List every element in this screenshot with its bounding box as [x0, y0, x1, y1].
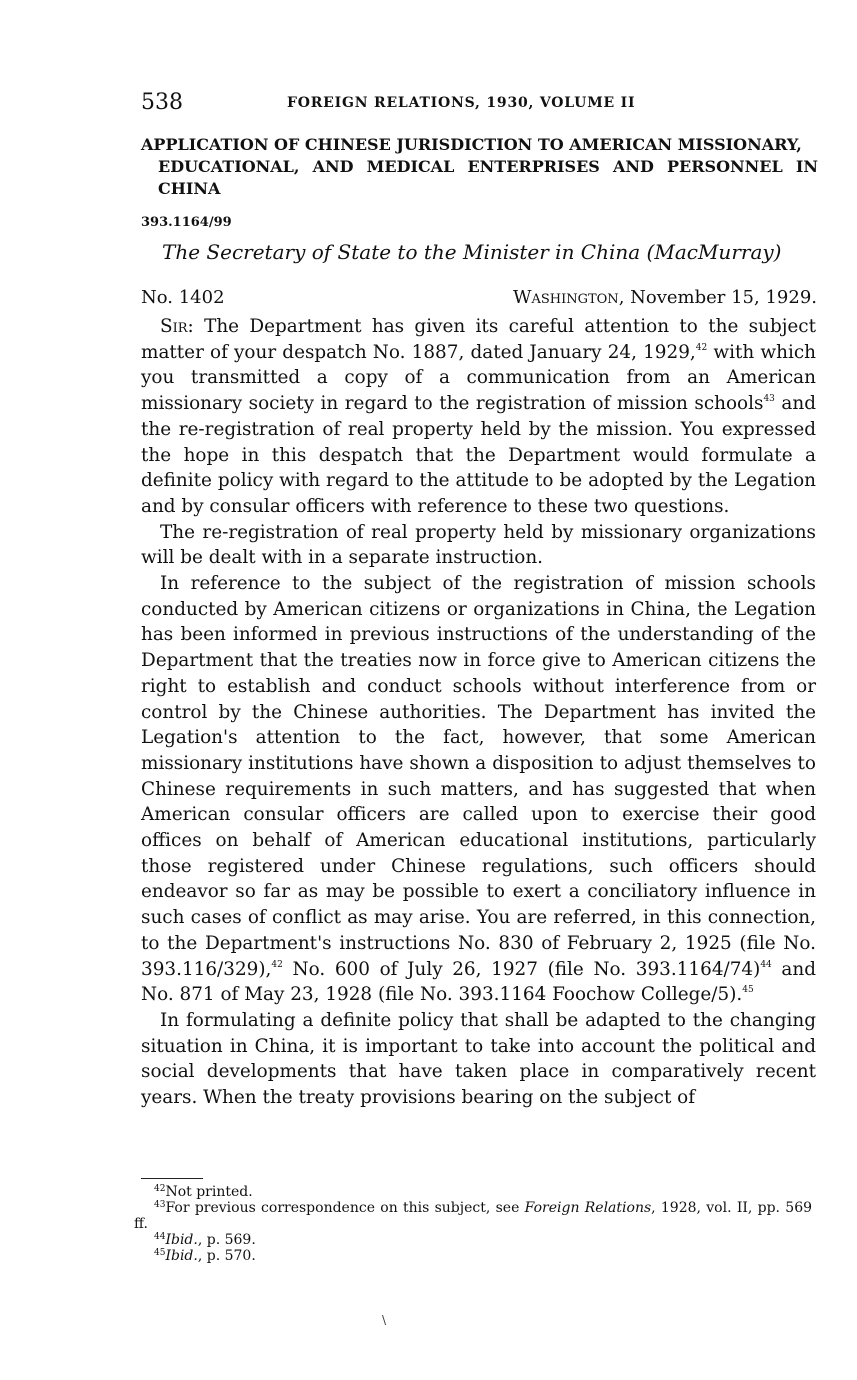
paragraph-2: The re-registration of real property held by missionary organizations will be dealt with in a separate instruction. — [141, 521, 816, 569]
paragraph-1-part-c: and the re-registration of real property held by the mission. You expressed the hope in this despatch that the Department would formulate a definite policy with regard to the attitude to be adopted by the Legation and by consular officers with reference to these two questions. — [141, 393, 816, 517]
footnote-italic: Ibid. — [165, 1232, 198, 1248]
footnote-mark: 44 — [154, 1232, 166, 1242]
footnote-ref: 42 — [271, 959, 283, 970]
footnote-45 — [134, 1248, 812, 1264]
paragraph-4: In formulating a definite policy that shall be adapted to the changing situation in China, it is important to take into account the political and social developments that have taken place in comparatively recent years. When the treaty provisions bearing on the subject of — [141, 1009, 816, 1109]
dateline-place: Washington — [512, 287, 619, 308]
paragraph-1 — [141, 314, 816, 520]
page-number: 538 — [141, 90, 183, 115]
dateline-date: , November 15, 1929. — [618, 287, 817, 308]
salutation: Sir — [160, 316, 188, 337]
dateline — [513, 287, 817, 308]
footnote-rule — [141, 1178, 203, 1179]
body-text — [141, 314, 816, 1111]
footnote-mark: 42 — [154, 1184, 166, 1194]
paragraph-1-part-a: : The Department has given its careful attention to the subject matter of your despatch No. 1887, dated January 24, 1929, — [141, 316, 816, 363]
footnote-text: Not printed. — [165, 1184, 253, 1200]
footnote-42 — [134, 1184, 812, 1200]
paragraph-3-part-c: and No. 871 of May 23, 1928 (file No. 393.1164 Foochow College/5). — [141, 958, 816, 1006]
paragraph-1-part-b: with which you transmitted a copy of a communication from an American missionary society in regard to the registration of mission schools — [141, 341, 816, 415]
file-number: 393.1164/99 — [141, 215, 232, 230]
footnote-text: , 1928, vol. II, pp. 569 ff. — [134, 1200, 813, 1232]
paragraph-3-part-a: In reference to the subject of the registration of mission schools conducted by American citizens or organizations in China, the Legation has been informed in previous instructions of the understanding of the Department that the treaties now in force give to American citizens the right to establish and conduct schools without interference from or control by the Chinese authorities. The Department has invited the Legation's attention to the fact, however, that some American missionary institutions have shown a disposition to adjust themselves to Chinese requirements in such matters, and has suggested that when American consular officers are called upon to exercise their good offices on behalf of American educational institutions, particularly those registered under Chinese regulations, such officers should endeavor so far as may be possible to exert a conciliatory influence in such cases of conflict as may arise. You are referred, in this connection, to the Department's instructions No. 830 of February 2, 1925 (file No. 393.116/329), — [141, 573, 816, 980]
footnote-italic: Ibid. — [165, 1248, 198, 1264]
footnote-ref: 45 — [742, 985, 754, 996]
section-title-line-1: APPLICATION OF CHINESE JURISDICTION TO AMERICAN MISSIONARY, — [141, 135, 802, 154]
running-head — [141, 90, 816, 116]
stray-ink-mark: \ — [382, 1313, 387, 1327]
document-heading: The Secretary of State to the Minister in China (MacMurray) — [162, 240, 782, 264]
footnote-mark: 43 — [154, 1200, 166, 1210]
section-title — [141, 134, 818, 222]
running-title: FOREIGN RELATIONS, 1930, VOLUME II — [287, 95, 636, 111]
paragraph-3-part-b: No. 600 of July 26, 1927 (file No. 393.1164/74) — [282, 958, 761, 980]
document-meta — [141, 287, 817, 313]
footnotes — [134, 1184, 812, 1264]
footnote-43 — [134, 1200, 812, 1232]
footnote-italic: Foreign Relations — [524, 1200, 652, 1216]
footnote-text: , p. 570. — [197, 1248, 256, 1264]
footnote-text: , p. 569. — [197, 1232, 256, 1248]
footnote-mark: 45 — [154, 1248, 166, 1258]
footnote-ref: 44 — [760, 959, 772, 970]
footnote-ref: 43 — [763, 394, 775, 405]
section-title-line-2: EDUCATIONAL, AND MEDICAL ENTERPRISES AND PERSONNEL IN CHINA — [158, 157, 818, 198]
document-number: No. 1402 — [141, 287, 225, 308]
footnote-ref: 42 — [695, 342, 708, 353]
footnote-text: For previous correspondence on this subject, see — [165, 1200, 525, 1216]
paragraph-3 — [141, 571, 816, 1008]
footnote-44 — [134, 1232, 812, 1248]
